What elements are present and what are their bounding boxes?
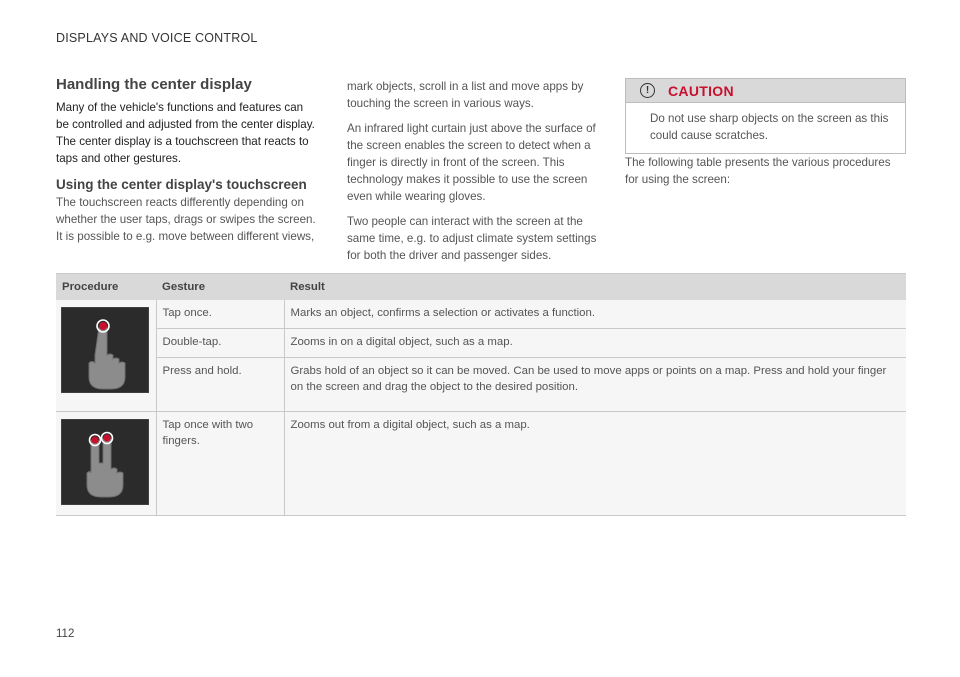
paragraph-1-continuation bbox=[347, 78, 609, 112]
page-number: 112 bbox=[56, 628, 75, 640]
result-two-finger-tap: Zooms out from a digital object, such as a map. bbox=[284, 412, 906, 516]
header-gesture: Gesture bbox=[156, 274, 284, 301]
one-finger-tap-icon bbox=[61, 307, 149, 393]
table-row bbox=[56, 300, 906, 329]
table-intro: The following table presents the various procedures for using the screen: bbox=[625, 156, 891, 186]
caution-header bbox=[626, 79, 905, 103]
paragraph-2: An infrared light curtain just above the surface of the screen enables the screen to detect when a finger is directly in front of the screen. This technology makes it possible to use the screen even while wearing gloves. bbox=[347, 122, 596, 203]
caution-box bbox=[625, 78, 906, 154]
table-row bbox=[56, 358, 906, 412]
gesture-press-hold: Press and hold. bbox=[156, 358, 284, 412]
gesture-two-finger-tap: Tap once with two fingers. bbox=[156, 412, 284, 516]
caution-text: Do not use sharp objects on the screen as this could cause scratches. bbox=[650, 112, 889, 142]
subsection-title: Using the center display's touchscreen bbox=[56, 177, 307, 192]
section-lead: Many of the vehicle's functions and features can be controlled and adjusted from the center display. The center display is a touchscreen that reacts to taps and other gestures. bbox=[56, 101, 315, 165]
table-header-row bbox=[56, 274, 906, 301]
paragraph-3: Two people can interact with the screen at the same time, e.g. to adjust climate system settings for both the driver and passenger sides. bbox=[347, 215, 597, 262]
paragraph-1: The touchscreen reacts differently depending on whether the user taps, drags or swipes the screen. It is possible to e.g. move between different views, bbox=[56, 196, 316, 243]
column-right bbox=[625, 78, 906, 196]
two-finger-tap-icon bbox=[61, 419, 149, 505]
gesture-tap-once: Tap once. bbox=[156, 300, 284, 329]
result-press-hold: Grabs hold of an object so it can be moved. Can be used to move apps or points on a map. Press and hold your finger on the screen and drag the object to the desired position. bbox=[284, 358, 906, 412]
header-result: Result bbox=[284, 274, 906, 301]
result-tap-once: Marks an object, confirms a selection or activates a function. bbox=[284, 300, 906, 329]
section-title: Handling the center display bbox=[56, 76, 252, 93]
table-row bbox=[56, 412, 906, 516]
header-procedure: Procedure bbox=[56, 274, 156, 301]
table-row bbox=[56, 329, 906, 358]
procedures-table bbox=[56, 273, 906, 516]
column-left bbox=[56, 76, 318, 253]
gesture-double-tap: Double-tap. bbox=[156, 329, 284, 358]
exclamation-circle-icon: ! bbox=[640, 83, 655, 98]
paragraph-1-tail: mark objects, scroll in a list and move apps by touching the screen in various ways. bbox=[347, 80, 584, 110]
running-header: DISPLAYS AND VOICE CONTROL bbox=[56, 31, 258, 45]
column-middle bbox=[347, 78, 609, 272]
result-double-tap: Zooms in on a digital object, such as a map. bbox=[284, 329, 906, 358]
procedure-image-one-finger bbox=[56, 300, 156, 412]
caution-title: CAUTION bbox=[668, 82, 734, 99]
procedure-image-two-finger bbox=[56, 412, 156, 516]
